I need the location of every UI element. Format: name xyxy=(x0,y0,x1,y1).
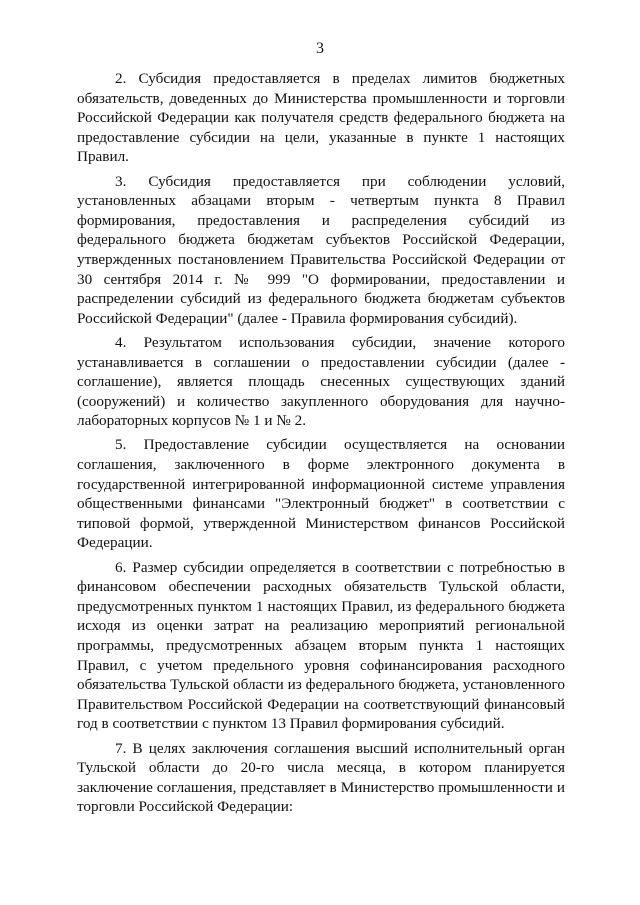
page-number: 3 xyxy=(316,40,324,57)
paragraph-6: 6. Размер субсидии определяется в соответствии с потребностью в финансовом обеспечении расходных обязательств Тульской области, предусмотренных пунктом 1 настоящих Правил, из федерального бюджета исходя из оценки затрат на реализацию мероприятий региональной программы, предусмотренных абзацем вторым пункта 1 настоящих Правил, с учетом предельного уровня софинансирования расходного обязательства Тульской области из федерального бюджета, установленного Правительством Российской Федерации на соответствующий финансовый год в соответствии с пунктом 13 Правил формирования субсидий. xyxy=(77,558,565,733)
paragraph-2: 2. Субсидия предоставляется в пределах лимитов бюджетных обязательств, доведенных до Министерства промышленности и торговли Российской Федерации как получателя средств федерального бюджета на предоставление субсидии на цели, указанные в пункте 1 настоящих Правил. xyxy=(77,70,565,166)
paragraph-5: 5. Предоставление субсидии осуществляется на основании соглашения, заключенного в форме электронного документа в государственной интегрированной информационной системе управления общественными финансами "Электронный бюджет" в соответствии с типовой формой, утвержденной Министерством финансов Российской Федерации. xyxy=(77,436,565,552)
paragraph-4: 4. Результатом использования субсидии, значение которого устанавливается в соглашении о предоставлении субсидии (далее - соглашение), является площадь снесенных существующих зданий (сооружений) и количество закупленного оборудования для научно-лабораторных корпусов № 1 и № 2. xyxy=(77,333,565,430)
paragraph-7: 7. В целях заключения соглашения высший исполнительный орган Тульской области до 20-го числа месяца, в котором планируется заключение соглашения, представляет в Министерство промышленности и торговли Российской Федерации: xyxy=(77,739,565,816)
paragraph-3: 3. Субсидия предоставляется при соблюдении условий, установленных абзацами вторым - четвертым пункта 8 Правил формирования, предоставления и распределения субсидий из федерального бюджета бюджетам субъектов Российской Федерации, утвержденных постановлением Правительства Российской Федерации от 30 сентября 2014 г. № 999 "О формировании, предоставлении и распределении субсидий из федерального бюджета бюджетам субъектов Российской Федерации" (далее - Правила формирования субсидий). xyxy=(77,172,565,327)
document-body xyxy=(77,69,565,822)
